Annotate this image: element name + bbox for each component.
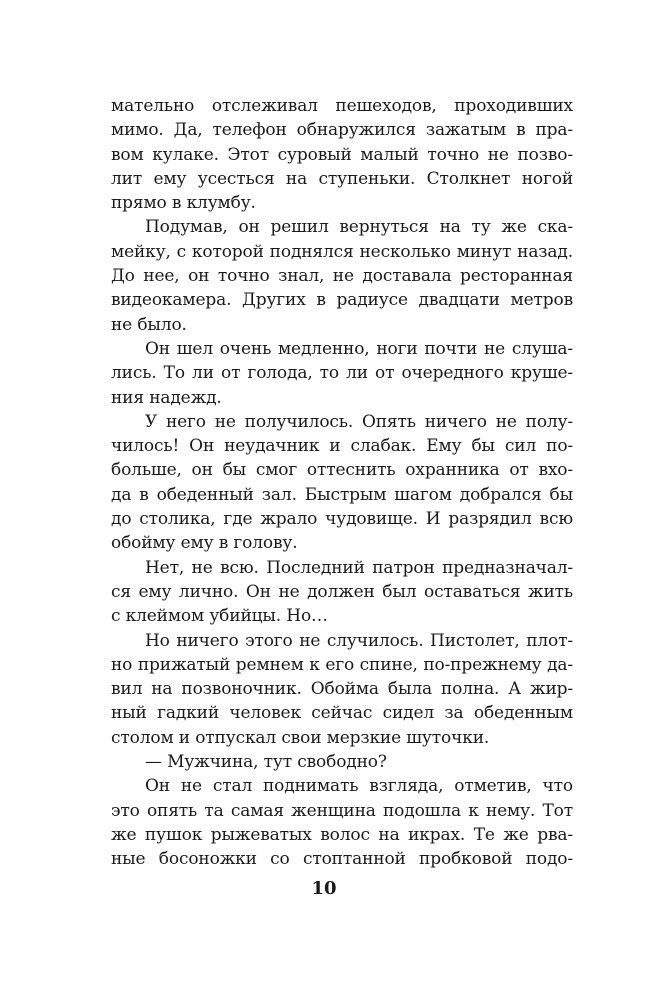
text-line: но прижатый ремнем к его спине, по-прежнему да-	[111, 654, 573, 675]
body-text	[111, 94, 573, 872]
text-line: ные босоножки со стоптанной пробковой подо-	[111, 849, 573, 870]
text-line: У него не получилось. Опять ничего не полу-	[145, 411, 573, 432]
text-line: прямо в клумбу.	[111, 193, 256, 214]
text-line: Он не стал поднимать взгляда, отметив, что	[145, 776, 573, 797]
text-line: — Мужчина, тут свободно?	[145, 752, 387, 773]
text-line: ся ему лично. Он не должен был оставаться жить	[111, 581, 573, 602]
text-line: вом кулаке. Этот суровый малый точно не позво-	[111, 144, 573, 165]
text-line: больше, он бы смог оттеснить охранника от вхо-	[111, 460, 573, 481]
text-line: да в обеденный зал. Быстрым шагом добрался бы	[111, 484, 573, 505]
text-line: Но ничего этого не случилось. Пистолет, плот-	[145, 630, 573, 651]
text-line: мательно отслеживал пешеходов, проходивших	[111, 96, 573, 116]
text-line: вил на позвоночник. Обойма была полна. А жир-	[111, 679, 573, 700]
text-line: ный гадкий человек сейчас сидел за обеденным	[111, 703, 573, 724]
text-line: столом и отпускал свои мерзкие шуточки.	[111, 727, 490, 748]
page-number: 10	[311, 878, 337, 899]
text-line: Он шел очень медленно, ноги почти не слуша-	[145, 338, 573, 359]
text-line: лись. То ли от голода, то ли от очередного круше-	[111, 363, 573, 384]
text-line: обойму ему в голову.	[111, 533, 298, 554]
text-line: До нее, он точно знал, не доставала ресторанная	[111, 266, 573, 287]
text-line: мимо. Да, телефон обнаружился зажатым в пра-	[111, 120, 573, 141]
text-line: Нет, не всю. Последний патрон предназначал-	[145, 557, 573, 578]
text-line: лит ему усесться на ступеньки. Столкнет ногой	[111, 168, 573, 189]
text-line: ния надежд.	[111, 387, 222, 408]
text-line: мейку, с которой поднялся несколько минут назад.	[111, 241, 573, 262]
text-line: видеокамера. Других в радиусе двадцати метров	[111, 290, 573, 311]
text-line: Подумав, он решил вернуться на ту же ска-	[145, 217, 573, 238]
text-line: до столика, где жрало чудовище. И разрядил всю	[111, 509, 573, 530]
text-line: же пушок рыжеватых волос на икрах. Те же рва-	[111, 824, 573, 845]
text-line: это опять та самая женщина подошла к нему. Тот	[111, 800, 573, 821]
text-line: с клеймом убийцы. Но…	[111, 606, 328, 627]
text-line: не было.	[111, 314, 187, 335]
text-line: чилось! Он неудачник и слабак. Ему бы сил по-	[111, 436, 573, 457]
